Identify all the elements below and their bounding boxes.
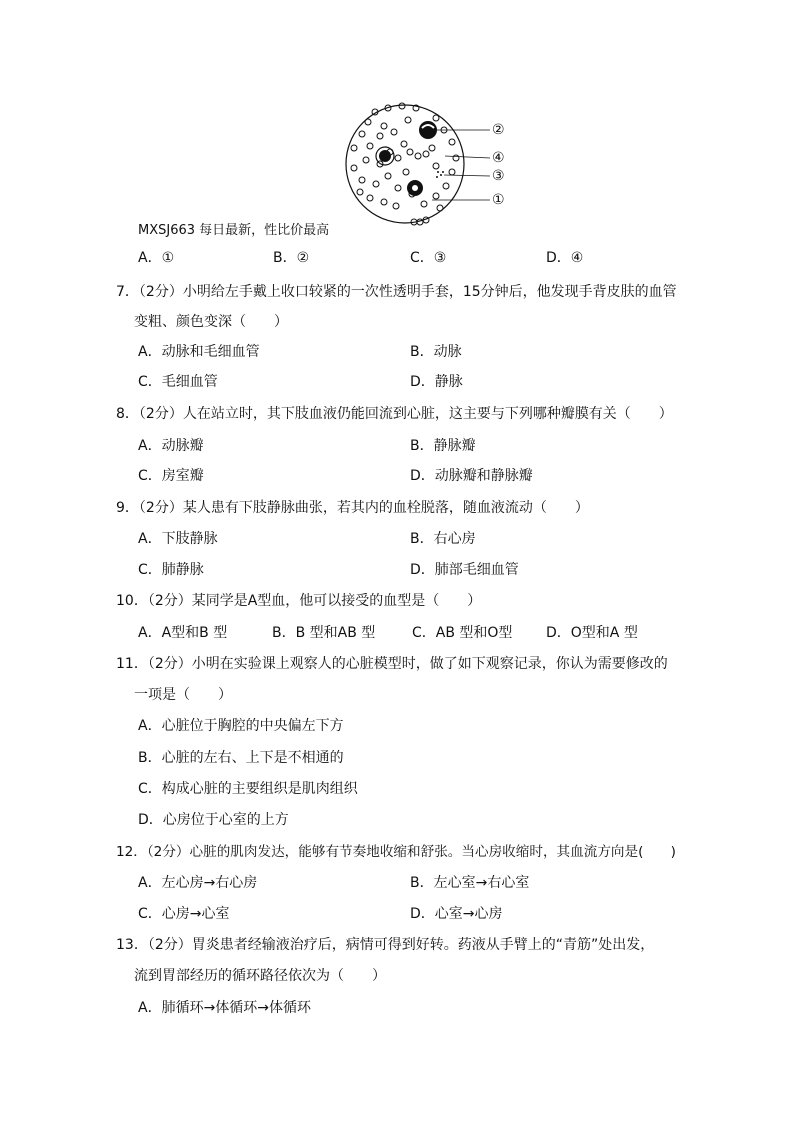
diagram-caption: MXSJ663 每日最新，性比价最高	[138, 223, 330, 238]
diagram-label-3: ③	[492, 168, 505, 184]
q6-option-d: D．④	[546, 250, 584, 266]
q10-stem: 10．（2分）某同学是A型血，他可以接受的血型是（ ）	[116, 593, 482, 609]
diagram-label-1: ①	[492, 192, 505, 208]
q7-stem-line2: 变粗、颜色变深（ ）	[134, 314, 288, 330]
blood-smear-figure	[340, 96, 520, 236]
q9-option-a: A．下肢静脉	[138, 531, 218, 547]
q8-option-a: A．动脉瓣	[138, 438, 204, 454]
q9-option-c: C．肺静脉	[138, 562, 204, 578]
q11-stem-line1: 11．（2分）小明在实验课上观察人的心脏模型时，做了如下观察记录，你认为需要修改的	[116, 656, 668, 672]
q8-stem: 8．（2分）人在站立时，其下肢血液仍能回流到心脏，这主要与下列哪种瓣膜有关（ ）	[116, 406, 673, 422]
q10-option-c: C．AB 型和O型	[412, 625, 513, 641]
q13-option-a: A．肺循环→体循环→体循环	[138, 1000, 312, 1016]
q8-option-c: C．房室瓣	[138, 468, 204, 484]
q11-option-a: A．心脏位于胸腔的中央偏左下方	[138, 718, 344, 734]
q6-option-a: A．①	[138, 250, 175, 266]
red-blood-cells	[351, 103, 459, 225]
diagram-label-4: ④	[492, 150, 505, 166]
q7-option-b: B．动脉	[410, 344, 462, 360]
q9-option-d: D．肺部毛细血管	[410, 562, 519, 578]
q7-stem-line1: 7．（2分）小明给左手戴上收口较紧的一次性透明手套，15分钟后，他发现手背皮肤的血管	[116, 284, 677, 300]
q11-option-d: D．心房位于心室的上方	[138, 812, 289, 828]
q10-option-b: B．B 型和AB 型	[272, 625, 376, 641]
q9-stem: 9．（2分）某人患有下肢静脉曲张，若其内的血栓脱落，随血液流动（ ）	[116, 500, 589, 516]
q12-option-c: C．心房→心室	[138, 906, 230, 922]
q6-option-c: C．③	[410, 250, 447, 266]
q13-stem-line2: 流到胃部经历的循环路径依次为（ ）	[134, 968, 386, 984]
platelets	[436, 171, 444, 178]
q11-option-b: B．心脏的左右、上下是不相通的	[138, 750, 344, 766]
white-blood-cell-2	[379, 150, 391, 162]
q8-option-d: D．动脉瓣和静脉瓣	[410, 468, 533, 484]
q6-option-b: B．②	[273, 250, 310, 266]
q10-option-d: D．O型和A 型	[546, 625, 638, 641]
q7-option-a: A．动脉和毛细血管	[138, 344, 260, 360]
q9-option-b: B．右心房	[410, 531, 476, 547]
q12-stem: 12．（2分）心脏的肌肉发达，能够有节奏地收缩和舒张。当心房收缩时，其血流方向是( )	[116, 844, 676, 860]
blood-smear-diagram	[340, 96, 520, 236]
q12-option-b: B．左心室→右心室	[410, 875, 530, 891]
q7-option-c: C．毛细血管	[138, 374, 218, 390]
q11-stem-line2: 一项是（ ）	[134, 687, 232, 703]
q12-option-d: D．心室→心房	[410, 906, 503, 922]
q12-option-a: A．左心房→右心房	[138, 875, 258, 891]
q8-option-b: B．静脉瓣	[410, 438, 476, 454]
q10-option-a: A．A型和B 型	[138, 625, 228, 641]
diagram-label-2: ②	[492, 122, 505, 138]
q11-option-c: C．构成心脏的主要组织是肌肉组织	[138, 781, 358, 797]
q13-stem-line1: 13．（2分）胃炎患者经输液治疗后，病情可得到好转。药液从手臂上的“青筋”处出发，	[116, 937, 655, 953]
q7-option-d: D．静脉	[410, 374, 463, 390]
